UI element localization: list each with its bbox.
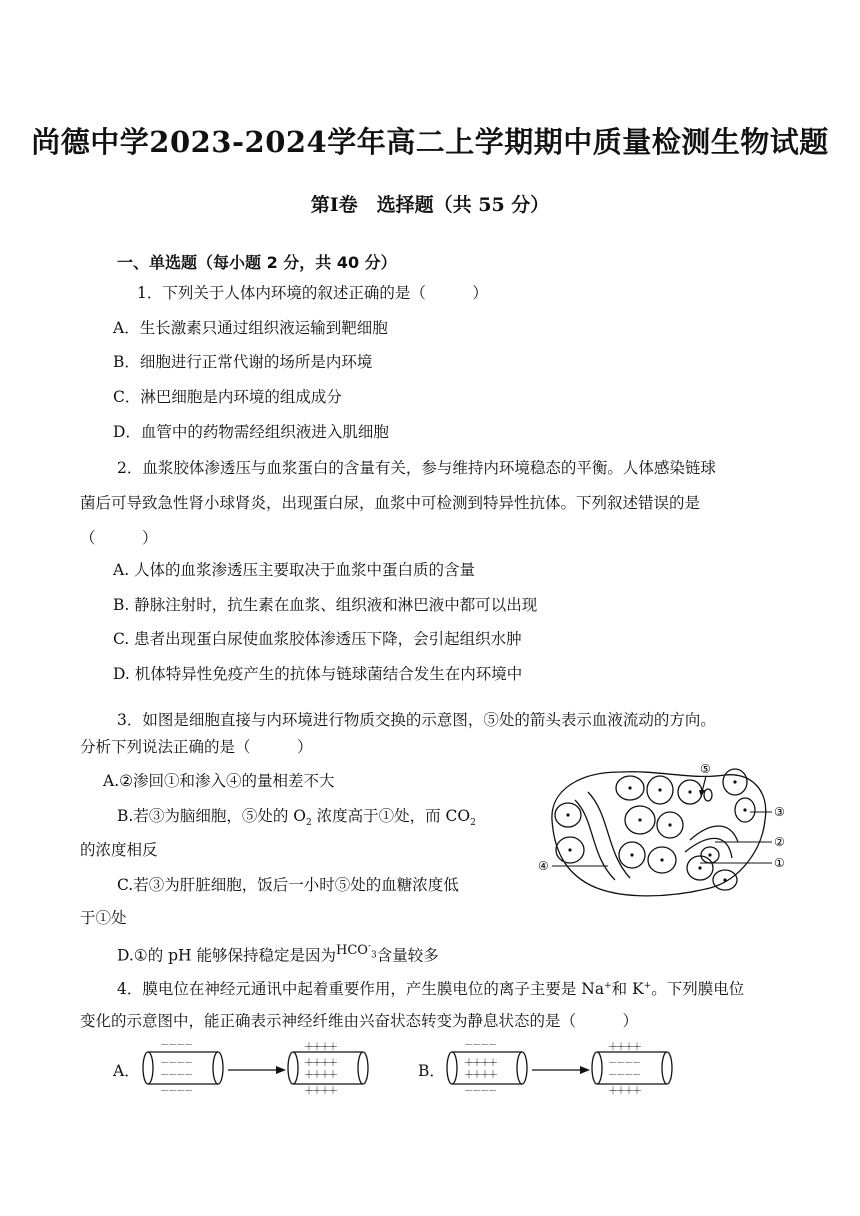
q4-option-a-diagram	[138, 1040, 388, 1096]
label-3: ③	[774, 805, 785, 819]
b-right-top: ＋＋＋＋	[608, 1042, 640, 1053]
q1-option-a: A．生长激素只通过组织液运输到靶细胞	[113, 319, 388, 337]
q2-option-b: B. 静脉注射时，抗生素在血浆、组织液和淋巴液中都可以出现	[113, 596, 538, 614]
q4-option-a-label: A．	[113, 1062, 140, 1080]
label-1: ①	[774, 856, 785, 870]
b-right-mid2: －－－－	[608, 1071, 641, 1081]
a-right-mid2: ＋＋＋＋	[304, 1070, 336, 1081]
label-5: ⑤	[700, 762, 711, 776]
label-2: ②	[774, 835, 785, 849]
label-4: ④	[538, 859, 549, 873]
q1-option-d: D．血管中的药物需经组织液进入肌细胞	[113, 423, 389, 441]
q3-option-d: D.①的 pH 能够保持稳定是因为$^{HCO^-_3}$含量较多	[117, 942, 439, 965]
q4-option-b-diagram	[442, 1040, 692, 1096]
q2-stem-line1: 2．血浆胶体渗透压与血浆蛋白的含量有关，参与维持内环境稳态的平衡。人体感染链球	[117, 459, 716, 477]
q4-stem-line2: 变化的示意图中，能正确表示神经纤维由兴奋状态转变为静息状态的是（ ）	[80, 1012, 639, 1030]
q3-option-b-line1: B.若③为脑细胞，⑤处的 $O_2$ 浓度高于①处，而 $CO_2$	[117, 807, 476, 829]
q4-option-b-label: B．	[418, 1062, 445, 1080]
b-left-mid1: ＋＋＋＋	[464, 1058, 496, 1069]
q2-option-d: D. 机体特异性免疫产生的抗体与链球菌结合发生在内环境中	[113, 665, 523, 683]
b-left-bottom: －－－－	[464, 1087, 497, 1097]
q1-option-b: B．细胞进行正常代谢的场所是内环境	[113, 353, 373, 371]
q3-option-c-line1: C.若③为肝脏细胞，饭后一小时⑤处的血糖浓度低	[117, 876, 459, 894]
q2-stem-line3: （ ）	[80, 529, 158, 547]
q2-option-a: A. 人体的血浆渗透压主要取决于血浆中蛋白质的含量	[113, 561, 476, 579]
b-left-mid2: ＋＋＋＋	[464, 1070, 496, 1081]
q3-stem-line1: 3．如图是细胞直接与内环境进行物质交换的示意图，⑤处的箭头表示血液流动的方向。	[117, 711, 716, 729]
a-left-bottom: －－－－	[160, 1087, 193, 1097]
q3-option-a: A.②渗回①和渗入④的量相差不大	[103, 772, 335, 790]
a-right-bottom: ＋＋＋＋	[304, 1086, 336, 1097]
section-heading: 一、单选题（每小题 2 分，共 40 分）	[117, 253, 397, 272]
b-right-bottom: ＋＋＋＋	[608, 1086, 640, 1097]
part-heading: 第Ⅰ卷 选择题（共 55 分）	[310, 194, 550, 216]
b-right-mid1: －－－－	[608, 1059, 641, 1069]
a-left-mid2: －－－－	[160, 1071, 193, 1081]
q2-option-c: C. 患者出现蛋白尿使血浆胶体渗透压下降，会引起组织水肿	[113, 630, 522, 648]
q2-stem-line2: 菌后可导致急性肾小球肾炎，出现蛋白尿，血浆中可检测到特异性抗体。下列叙述错误的是	[80, 494, 701, 512]
b-left-top: －－－－	[464, 1041, 497, 1051]
a-right-mid1: ＋＋＋＋	[304, 1058, 336, 1069]
q3-option-b-line2: 的浓度相反	[80, 841, 158, 859]
q1-option-c: C．淋巴细胞是内环境的组成成分	[113, 388, 342, 406]
exam-title: 尚德中学2023-2024学年高二上学期期中质量检测生物试题	[31, 125, 829, 159]
a-right-top: ＋＋＋＋	[304, 1042, 336, 1053]
a-left-mid1: －－－－	[160, 1059, 193, 1069]
q1-stem: 1．下列关于人体内环境的叙述正确的是（ ）	[137, 284, 488, 302]
q3-stem-line2: 分析下列说法正确的是（ ）	[80, 738, 313, 756]
a-left-top: －－－－	[160, 1041, 193, 1051]
q3-option-c-line2: 于①处	[80, 909, 127, 927]
cell-exchange-diagram	[540, 760, 800, 905]
q4-stem-line1: 4．膜电位在神经元通讯中起着重要作用，产生膜电位的离子主要是 Na+和 K+。下列膜电位	[117, 980, 745, 999]
